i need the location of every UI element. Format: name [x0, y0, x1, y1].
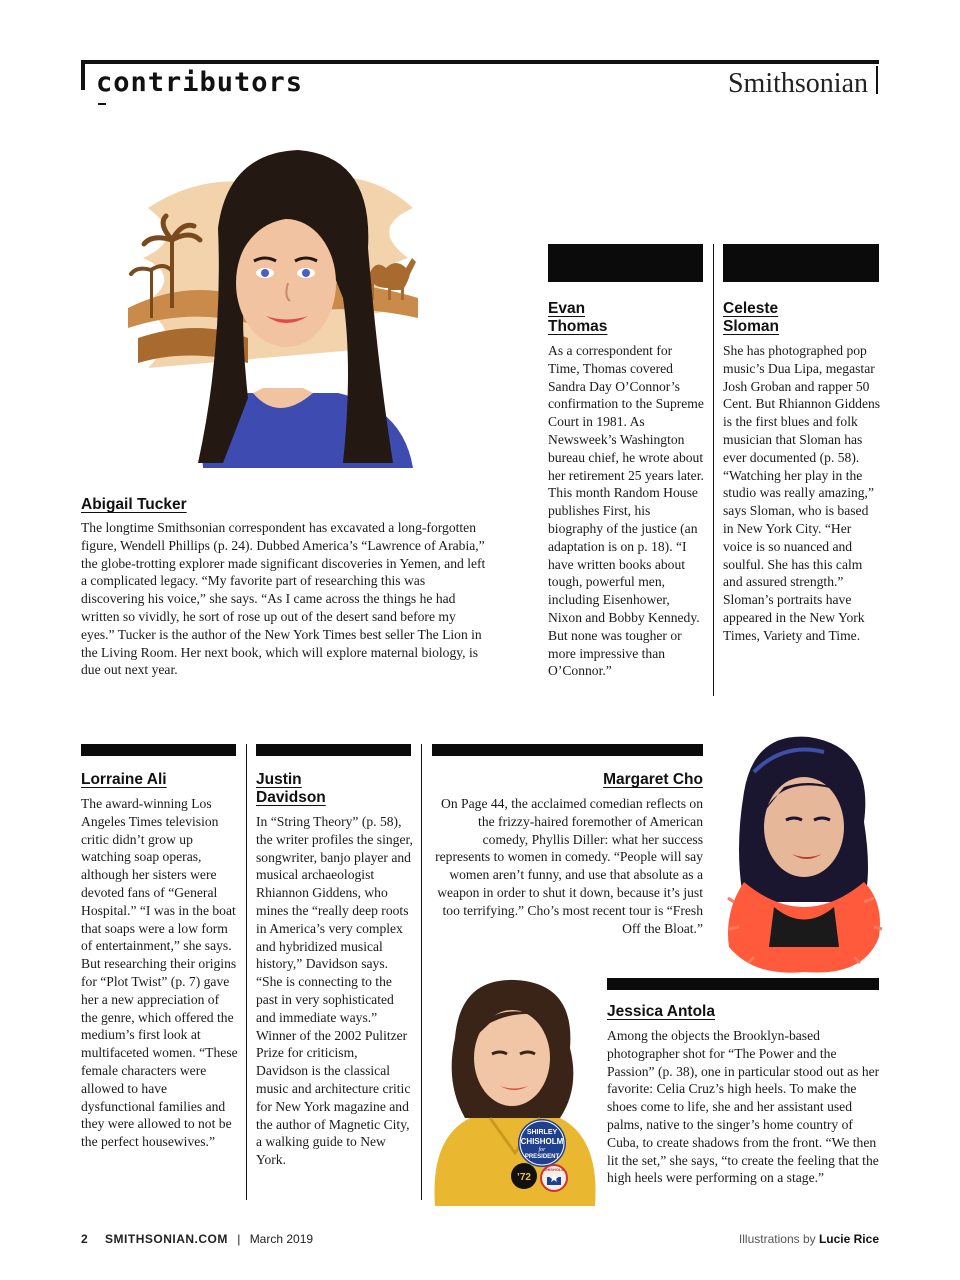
contributor-photo-placeholder-justin-davidson	[256, 744, 411, 756]
section-title-mark	[98, 103, 106, 105]
contributor-bio-evan-thomas: As a correspondent for Time, Thomas covered Sandra Day O’Connor’s confirmation to the Supreme Court in 1981. As Newsweek’s Washington bureau chief, he wrote about her retirement 25 years later. This month Random House publishes First, his biography of the justice (an adaptation is on p. 18). “I have written books about tough, powerful men, including Eisenhower, Nixon and Bobby Kennedy. But none was tougher or more impressive than O’Connor.”	[548, 343, 704, 679]
badge-text: CHISHOLM	[520, 1137, 564, 1146]
badge-text: PRESIDENT	[524, 1154, 560, 1160]
badge-text: SHIRLEY	[526, 1129, 558, 1136]
footer-separator: |	[237, 1232, 241, 1246]
name-line: Sloman	[723, 318, 779, 335]
contributor-photo-placeholder-jessica-antola	[607, 978, 879, 990]
column-divider	[713, 244, 714, 696]
contributor-name-evan-thomas	[548, 300, 607, 336]
footer-left	[81, 1232, 313, 1246]
logo-bar	[876, 66, 878, 94]
footer-date: March 2019	[249, 1232, 314, 1246]
contributor-bio-justin-davidson: In “String Theory” (p. 58), the writer profiles the singer, songwriter, banjo player and musical archaeologist Rhiannon Giddens, who mines the “really deep roots in America’s very complex and hybridized musical history,” Davidson says. “She is connecting to the past in very sophisticated and immediate ways.” Winner of the 2002 Pulitzer Prize for criticism, Davidson is the classical music and architecture critic for New York magazine and the author of Magnetic City, a walking guide to New York.	[256, 814, 413, 1168]
header-rule	[81, 60, 879, 64]
badge-text: CHISHOLM	[543, 1167, 565, 1172]
contributor-bio-celeste-sloman: She has photographed pop music’s Dua Lipa, megastar Josh Groban and rapper 50 Cent. But Rhiannon Giddens is the first blues and folk musician that Sloman has ever documented (p. 58). “Watching her play in the studio was really amazing,” says Sloman, who is based in New York City. “Her voice is so nuanced and soulful. She has this calm and assured strength.” Sloman’s portraits have appeared in the New York Times, Variety and Time.	[723, 343, 881, 643]
contributor-bio-margaret-cho: On Page 44, the acclaimed comedian reflects on the frizzy-haired foremother of American comedy, Phyllis Diller: what her success represents to women in comedy. “People will say women aren’t funny, and use that absolute as a weapon in order to shut it down, because it’s just too terrifying.” Cho’s most recent tour is “Fresh Off the Bloat.”	[435, 796, 703, 936]
abigail-portrait-illustration	[128, 148, 428, 470]
credit-name: Lucie Rice	[818, 1232, 879, 1246]
footer-credit	[739, 1232, 879, 1246]
contributor-name-abigail-tucker: Abigail Tucker	[81, 496, 187, 513]
header-tick	[81, 64, 85, 90]
contributor-photo-placeholder-evan-thomas	[548, 244, 703, 282]
contributor-photo-placeholder-margaret-cho	[432, 744, 703, 756]
contributor-name-justin-davidson	[256, 771, 326, 807]
margaret-portrait-illustration	[714, 732, 884, 977]
credit-label: Illustrations by	[738, 1232, 816, 1246]
name-line: Evan	[548, 300, 586, 317]
section-title: contributors	[96, 67, 304, 98]
name-line: Davidson	[256, 789, 326, 806]
contributor-name-celeste-sloman	[723, 300, 779, 336]
name-line: Justin	[256, 771, 302, 788]
contributor-name-margaret-cho: Margaret Cho	[603, 771, 703, 788]
contributor-photo-placeholder-celeste-sloman	[723, 244, 879, 282]
contributor-name-jessica-antola: Jessica Antola	[607, 1003, 715, 1020]
name-line: Thomas	[548, 318, 608, 335]
jessica-portrait-illustration	[430, 978, 600, 1206]
contributor-bio-abigail-tucker: The longtime Smithsonian correspondent has excavated a long-forgotten figure, Wendell Phillips (p. 24). Dubbed America’s “Lawrence of Arabia,” the globe-trotting explorer made significant discoveries in Yemen, and left a complicated legacy. “My favorite part of researching this was discovering his voice,” she says. “As I came across the things he had written so vividly, he sort of rose up out of the desert sand before my eyes.” Tucker is the author of the New York Times best seller The Lion in the Living Room. Her next book, which will explore maternal biology, is due out next year.	[81, 520, 486, 678]
column-divider	[246, 744, 247, 1200]
badge-text: for	[538, 1147, 546, 1153]
contributor-bio-lorraine-ali: The award-winning Los Angeles Times television critic didn’t grow up watching soap operas, although her sisters were devoted fans of “General Hospital.” “I was in the boat that soaps were a low form of entertainment,” she says. But researching their origins for “Plot Twist” (p. 7) gave her a new appreciation of the genre, which offered the medium’s first look at multifaceted women. “These female characters were allowed to have dysfunctional families and they were allowed to not be the perfect housewives.”	[81, 796, 238, 1150]
magazine-logo: Smithsonian	[727, 68, 868, 99]
page-number: 2	[81, 1232, 88, 1246]
footer-site: SMITHSONIAN.COM	[105, 1232, 228, 1246]
column-divider	[421, 744, 422, 1200]
contributor-photo-placeholder-lorraine-ali	[81, 744, 236, 756]
name-line: Celeste	[723, 300, 779, 317]
badge-text: ’72	[517, 1172, 531, 1183]
contributor-bio-jessica-antola: Among the objects the Brooklyn-based photographer shot for “The Power and the Passion” (p. 38), one in particular stood out as her favorite: Celia Cruz’s high heels. To make the shoes come to life, she and her assistant used palms, native to the singer’s home country of Cuba, to create shadows from the front. “We then lit the set,” she says, “to create the feeling that the high heels were performing on a stage.”	[607, 1028, 880, 1186]
contributor-name-lorraine-ali: Lorraine Ali	[81, 771, 167, 788]
